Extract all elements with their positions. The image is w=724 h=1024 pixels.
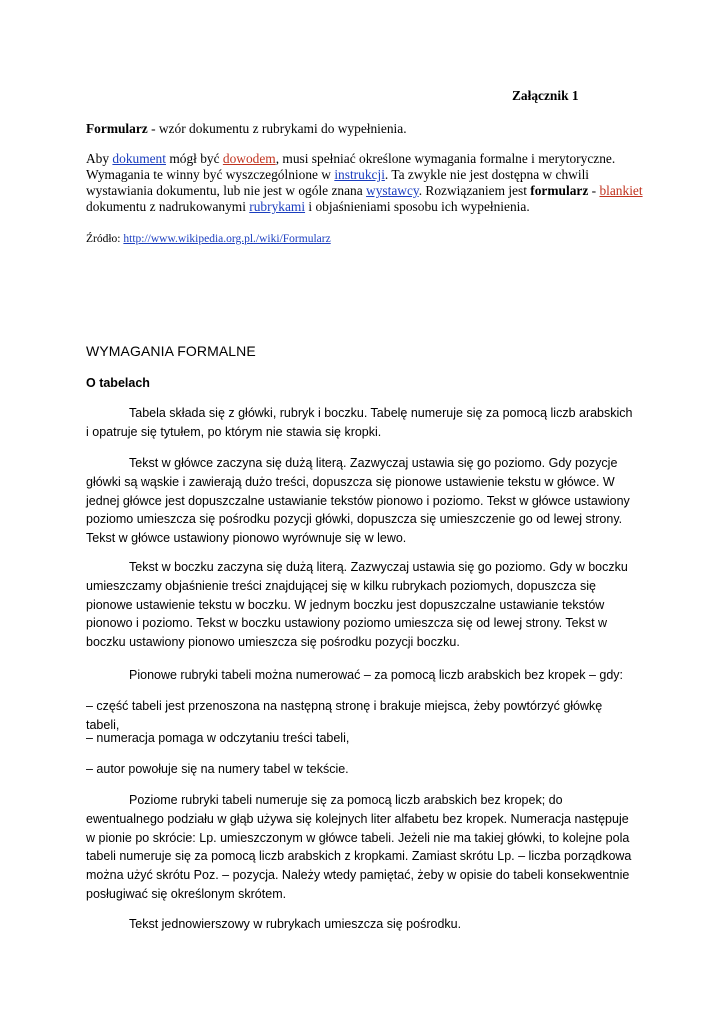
list-item-2: – numeracja pomaga w odczytaniu treści tabeli, xyxy=(86,731,350,745)
annex-label: Załącznik 1 xyxy=(512,88,579,103)
link-instrukcji[interactable]: instrukcji xyxy=(334,167,385,182)
paragraph-6: Tekst jednowierszowy w rubrykach umieszcza się pośrodku. xyxy=(129,917,462,931)
paragraph-2: Tekst w główce zaczyna się dużą literą. Zazwyczaj ustawia się go poziomo. Gdy pozycje główki są wąskie i zawierają dużo treści, dopuszcza się pionowe ustawienie tekstu w główce. W jednej główce jest dopuszczalne ustawianie tekstów pionowo i poziomo. Tekst w główce ustawiony poziomo umieszcza się pośrodku pozycji główki, dopuszcza się umieszczenie go od lewej strony. Tekst w główce ustawiony pionowo wyrównuje się w lewo. xyxy=(86,456,630,546)
bold-formularz: formularz xyxy=(530,183,589,198)
source-line xyxy=(86,233,331,245)
paragraph-1: Tabela składa się z główki, rubryk i boczku. Tabelę numeruje się za pomocą liczb arabskich i opatruje się tytułem, po którym nie stawia się kropki. xyxy=(86,406,633,439)
text-span: - xyxy=(588,183,600,198)
intro-line xyxy=(86,121,646,137)
link-dokument[interactable]: dokument xyxy=(112,151,166,166)
source-link[interactable]: http://www.wikipedia.org.pl./wiki/Formularz xyxy=(123,233,331,245)
text-span: . Ta zwykle nie jest dostępna w chwili wystawiania dokumentu, lub nie jest w ogóle znana xyxy=(86,167,590,198)
link-wystawcy[interactable]: wystawcy xyxy=(366,183,419,198)
section-title: WYMAGANIA FORMALNE xyxy=(86,343,256,359)
text-span: i objaśnieniami sposobu ich wypełnienia. xyxy=(305,199,530,214)
source-label: Źródło: xyxy=(86,233,124,245)
list-item-3: – autor powołuje się na numery tabel w tekście. xyxy=(86,762,349,776)
intro-text: - wzór dokumentu z rubrykami do wypełnienia. xyxy=(147,121,407,136)
list-item-1: – część tabeli jest przenoszona na następną stronę i brakuje miejsca, żeby powtórzyć główkę tabeli, xyxy=(86,699,603,732)
text-span: Aby xyxy=(86,151,113,166)
text-span: , musi spełniać określone wymagania formalne i merytoryczne. Wymagania te winny być wyszczególnione w xyxy=(86,151,616,182)
definition-paragraph xyxy=(86,151,646,215)
text-span: . Rozwiązaniem jest xyxy=(418,183,531,198)
paragraph-5: Poziome rubryki tabeli numeruje się za pomocą liczb arabskich bez kropek; do ewentualnego podziału w głąb używa się kolejnych liter alfabetu bez kropek. Numeracja następuje w pionie po skrócie: Lp. umieszczonym w główce tabeli. Jeżeli nie ma takiej główki, to kolejne pola tabeli numeruje się za pomocą liczb arabskich z kropkami. Zamiast skrótu Lp. – liczba porządkowa można użyć skrótu Poz. – pozycja. Należy wtedy pamiętać, żeby w opisie do tabeli konsekwentnie posługiwać się określonym skrótem. xyxy=(86,793,632,901)
text-span: mógł być xyxy=(165,151,223,166)
subsection-title: O tabelach xyxy=(86,376,150,390)
link-dowodem[interactable]: dowodem xyxy=(222,151,276,166)
text-span: dokumentu z nadrukowanymi xyxy=(86,199,250,214)
intro-bold-term: Formularz xyxy=(86,121,148,136)
link-rubrykami[interactable]: rubrykami xyxy=(249,199,306,214)
paragraph-3: Tekst w boczku zaczyna się dużą literą. Zazwyczaj ustawia się go poziomo. Gdy w boczku umieszczamy objaśnienie treści znajdującej się w kilku rubrykach poziomych, dopuszcza się pionowe ustawienie tekstu w boczku. W jednym boczku jest dopuszczalne ustawianie tekstów pionowo i poziomo. Tekst w boczku ustawiony poziomo umieszcza się od lewej strony. Tekst w boczku ustawiony pionowo umieszcza się pośrodku pozycji boczku. xyxy=(86,560,628,650)
link-blankiet[interactable]: blankiet xyxy=(599,183,643,198)
paragraph-4: Pionowe rubryki tabeli można numerować – za pomocą liczb arabskich bez kropek – gdy: xyxy=(129,668,623,682)
